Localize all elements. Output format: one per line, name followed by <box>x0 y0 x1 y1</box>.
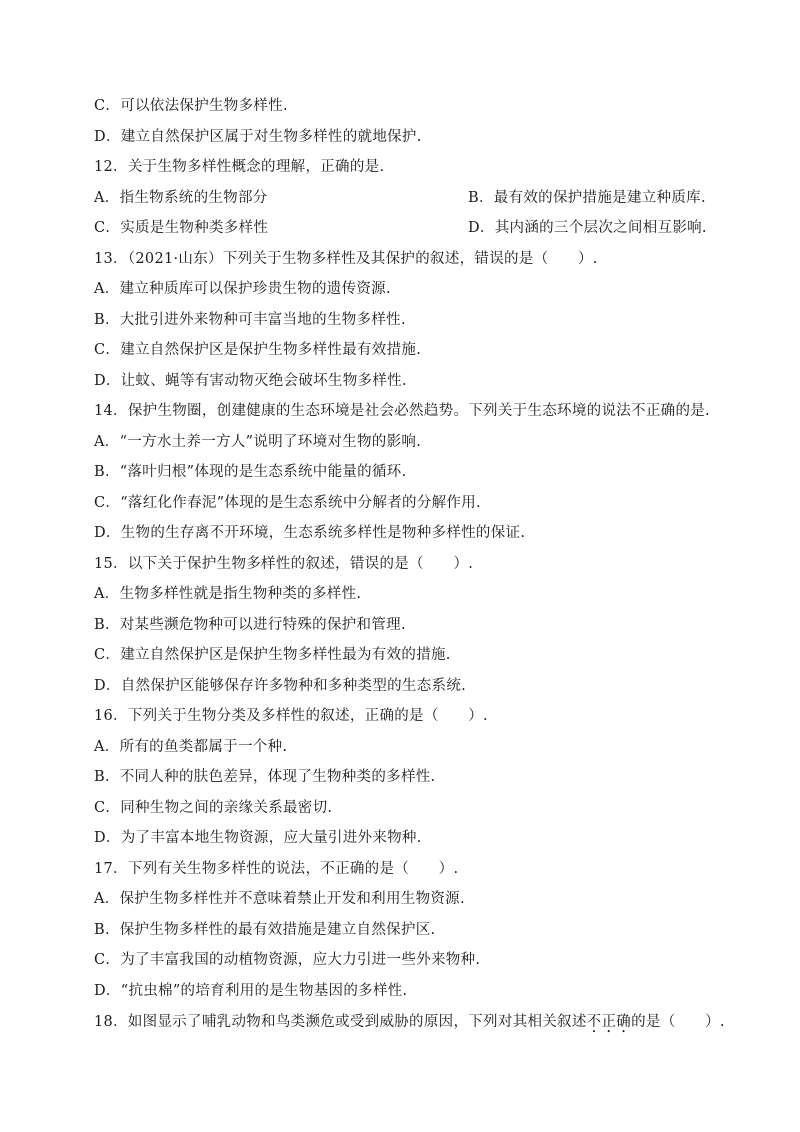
line-text: 16．下列关于生物分类及多样性的叙述，正确的是（ ）. <box>94 708 488 724</box>
text-line <box>94 950 480 970</box>
line-text: B．保护生物多样性的最有效措施是建立自然保护区. <box>94 922 436 938</box>
line-text: C．建立自然保护区是保护生物多样性最为有效的措施. <box>94 647 451 663</box>
line-text: D．自然保护区能够保存许多物种和多种类型的生态系统. <box>94 678 467 694</box>
text-line <box>94 127 422 147</box>
text-line <box>94 920 435 940</box>
line-text: A．“一方水土养一方人”说明了环境对生物的影响. <box>94 434 422 450</box>
line-text: D．为了丰富本地生物资源，应大量引进外来物种. <box>94 830 422 846</box>
option-left: A．指生物系统的生物部分 <box>94 190 268 206</box>
line-text: B．大批引进外来物种可丰富当地的生物多样性. <box>94 312 406 328</box>
line-text: B．不同人种的肤色差异，体现了生物种类的多样性. <box>94 769 436 785</box>
text-line <box>94 96 288 116</box>
text-line <box>94 615 406 635</box>
text-line <box>94 401 710 421</box>
text-line <box>94 340 421 360</box>
line-text: A．所有的鱼类都属于一个种. <box>94 739 288 755</box>
option-right: D．其内涵的三个层次之间相互影响. <box>468 220 707 236</box>
emphasis-char: 确 <box>616 1014 632 1030</box>
text-line <box>94 218 714 238</box>
text-line <box>94 432 421 452</box>
emphasis-char: 不 <box>586 1014 602 1030</box>
text-line <box>94 188 714 208</box>
line-text: D．让蚊、蝇等有害动物灭绝会破坏生物多样性. <box>94 373 407 389</box>
line-text: A．保护生物多样性并不意味着禁止开发和利用生物资源. <box>94 891 465 907</box>
text-line <box>94 554 473 574</box>
line-text: C．同种生物之间的亲缘关系最密切. <box>94 800 333 816</box>
text-line <box>94 279 391 299</box>
line-text: 14．保护生物圈，创建健康的生态环境是社会必然趋势。下列关于生态环境的说法不正确的是. <box>94 403 710 419</box>
text-line <box>94 584 361 604</box>
line-text: D．建立自然保护区属于对生物多样性的就地保护. <box>94 129 422 145</box>
text-line <box>94 462 407 482</box>
line-text: D．生物的生存离不开环境，生态系统多样性是物种多样性的保证. <box>94 525 526 541</box>
line-text: C．“落红化作春泥”体现的是生态系统中分解者的分解作用. <box>94 495 481 511</box>
text-line <box>94 645 451 665</box>
text-line <box>94 523 525 543</box>
text-line <box>94 981 407 1001</box>
line-text: 13．（2021·山东）下列关于生物多样性及其保护的叙述，错误的是（ ）. <box>94 251 598 267</box>
text-line <box>94 249 598 269</box>
text-line <box>94 676 466 696</box>
line-text: 17．下列有关生物多样性的说法，不正确的是（ ）. <box>94 861 459 877</box>
line-text: C．为了丰富我国的动植物资源，应大力引进一些外来物种. <box>94 952 481 968</box>
line-text: C．可以依法保护生物多样性. <box>94 98 288 114</box>
line-text: C．建立自然保护区是保护生物多样性最有效措施. <box>94 342 422 358</box>
text-line <box>94 737 287 757</box>
text-line <box>94 706 488 726</box>
text-line <box>94 371 407 391</box>
text-line <box>94 859 458 879</box>
option-left: C．实质是生物种类多样性 <box>94 220 269 236</box>
text-line <box>94 828 422 848</box>
line-text: 12．关于生物多样性概念的理解，正确的是. <box>94 159 385 175</box>
emphasis-char: 正 <box>601 1014 617 1030</box>
text-line <box>94 889 465 909</box>
line-text: B．对某些濒危物种可以进行特殊的保护和管理. <box>94 617 406 633</box>
option-right: B．最有效的保护措施是建立种质库. <box>468 190 706 206</box>
text-line <box>94 310 406 330</box>
question-18-suffix: 的是（ ）. <box>631 1014 725 1030</box>
text-line <box>94 798 332 818</box>
line-text: A．建立种质库可以保护珍贵生物的遗传资源. <box>94 281 391 297</box>
question-18 <box>94 1012 725 1032</box>
text-line <box>94 157 384 177</box>
line-text: A．生物多样性就是指生物种类的多样性. <box>94 586 362 602</box>
line-text: B．“落叶归根”体现的是生态系统中能量的循环. <box>94 464 407 480</box>
text-line <box>94 493 481 513</box>
text-line <box>94 767 435 787</box>
line-text: D．“抗虫棉”的培育利用的是生物基因的多样性. <box>94 983 408 999</box>
line-text: 15．以下关于保护生物多样性的叙述，错误的是（ ）. <box>94 556 474 572</box>
question-18-prefix: 18．如图显示了哺乳动物和鸟类濒危或受到威胁的原因，下列对其相关叙述 <box>94 1014 587 1030</box>
